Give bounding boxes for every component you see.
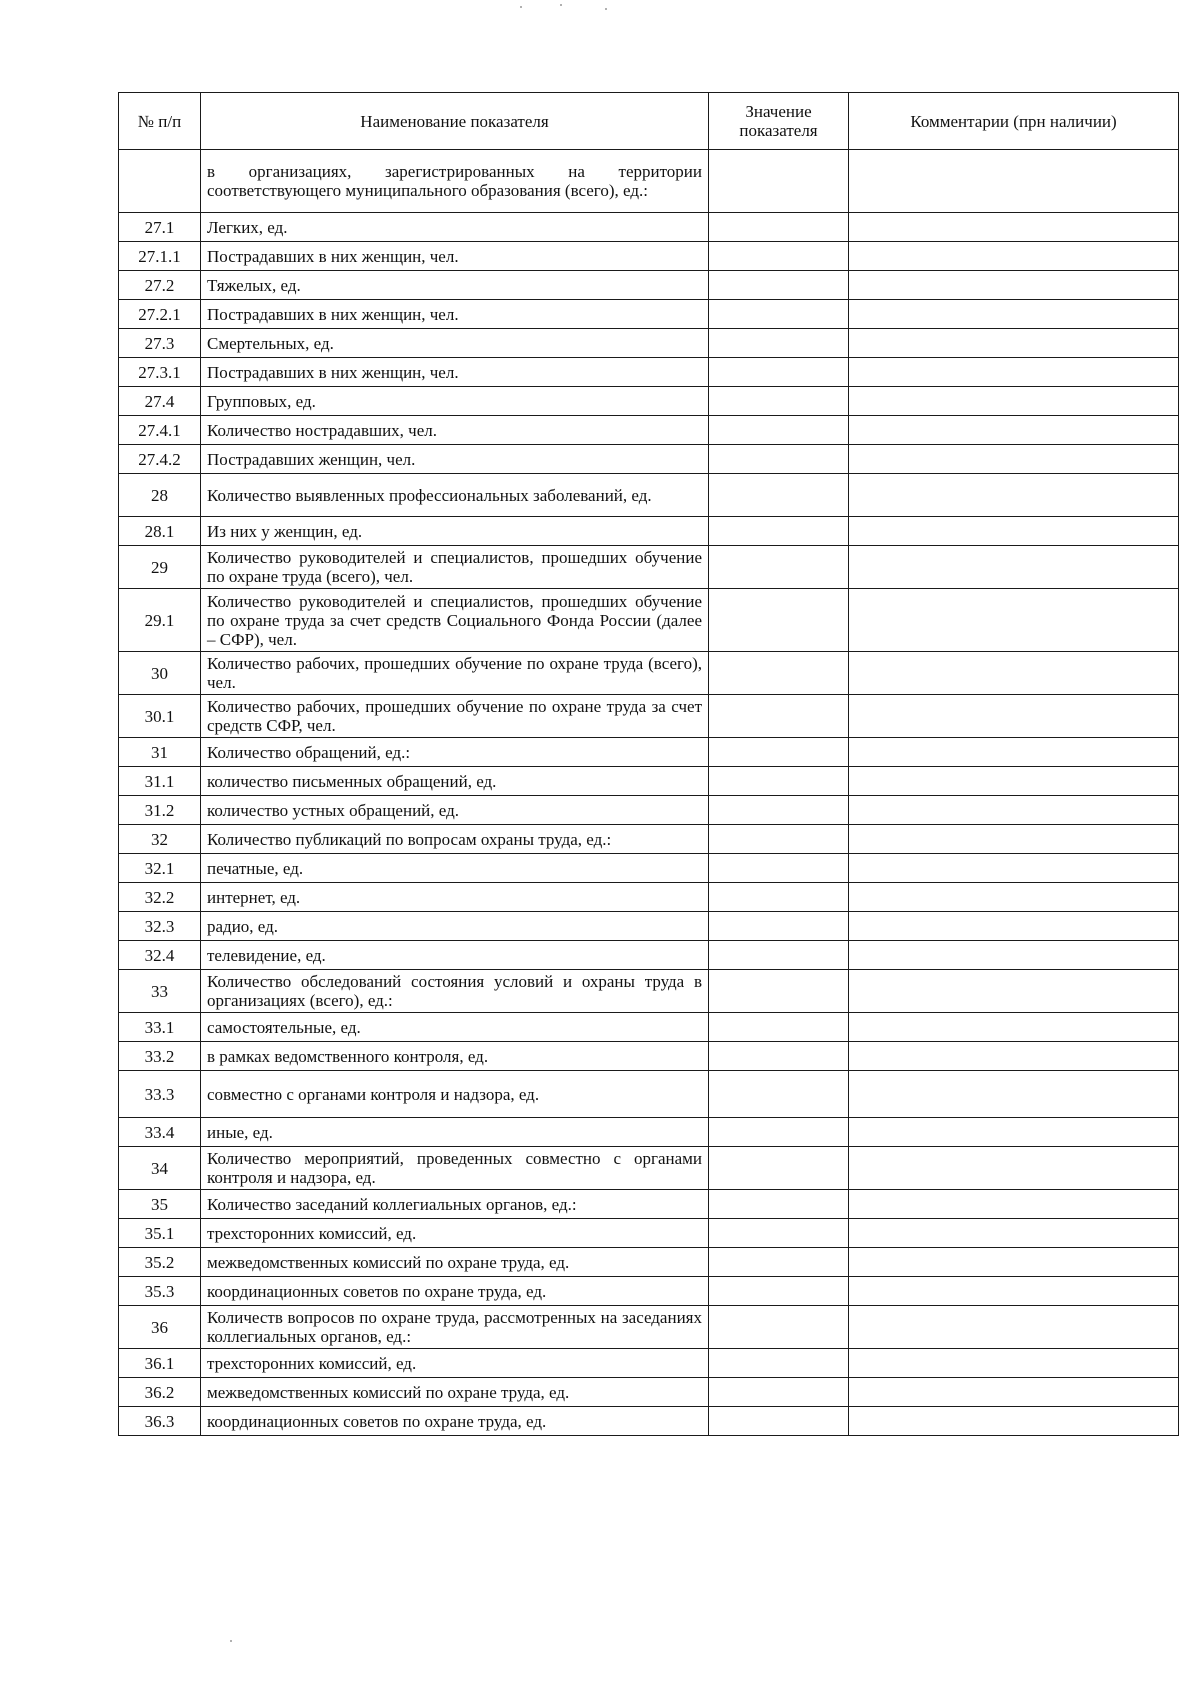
row-comment-cell[interactable] <box>849 474 1179 517</box>
indicators-table-body <box>119 150 1179 1436</box>
row-value-cell[interactable] <box>709 213 849 242</box>
row-indicator-name: Смертельных, ед. <box>201 329 709 358</box>
row-comment-cell[interactable] <box>849 329 1179 358</box>
row-value-cell[interactable] <box>709 1349 849 1378</box>
row-number: 28 <box>119 474 201 517</box>
scan-speck <box>560 4 562 6</box>
table-row <box>119 1013 1179 1042</box>
row-comment-cell[interactable] <box>849 300 1179 329</box>
scan-speck <box>520 6 522 8</box>
table-row <box>119 1349 1179 1378</box>
row-comment-cell[interactable] <box>849 695 1179 738</box>
row-indicator-name: координационных советов по охране труда, ед. <box>201 1407 709 1436</box>
row-comment-cell[interactable] <box>849 1277 1179 1306</box>
row-comment-cell[interactable] <box>849 1042 1179 1071</box>
row-comment-cell[interactable] <box>849 1219 1179 1248</box>
row-indicator-name: самостоятельные, ед. <box>201 1013 709 1042</box>
row-comment-cell[interactable] <box>849 150 1179 213</box>
row-indicator-name: межведомственных комиссий по охране труда, ед. <box>201 1378 709 1407</box>
row-value-cell[interactable] <box>709 517 849 546</box>
row-value-cell[interactable] <box>709 150 849 213</box>
row-value-cell[interactable] <box>709 1190 849 1219</box>
row-comment-cell[interactable] <box>849 1378 1179 1407</box>
header-number: № п/п <box>119 93 201 150</box>
scan-speck <box>230 1640 232 1642</box>
row-indicator-name: иные, ед. <box>201 1118 709 1147</box>
row-value-cell[interactable] <box>709 883 849 912</box>
table-row <box>119 329 1179 358</box>
table-row <box>119 271 1179 300</box>
table-row <box>119 474 1179 517</box>
table-row <box>119 825 1179 854</box>
row-indicator-name: Количество заседаний коллегиальных органов, ед.: <box>201 1190 709 1219</box>
row-number: 35.1 <box>119 1219 201 1248</box>
row-indicator-name: в организациях, зарегистрированных на территории соответствующего муниципального образования (всего), ед.: <box>201 150 709 213</box>
row-indicator-name: Количество публикаций по вопросам охраны труда, ед.: <box>201 825 709 854</box>
table-row <box>119 445 1179 474</box>
row-number: 34 <box>119 1147 201 1190</box>
row-indicator-name: количество устных обращений, ед. <box>201 796 709 825</box>
row-value-cell[interactable] <box>709 416 849 445</box>
row-value-cell[interactable] <box>709 1306 849 1349</box>
row-number: 36.3 <box>119 1407 201 1436</box>
table-row <box>119 358 1179 387</box>
row-value-cell[interactable] <box>709 271 849 300</box>
table-row <box>119 1378 1179 1407</box>
row-value-cell[interactable] <box>709 825 849 854</box>
row-value-cell[interactable] <box>709 387 849 416</box>
row-comment-cell[interactable] <box>849 970 1179 1013</box>
row-number: 29.1 <box>119 589 201 652</box>
header-comments: Комментарии (прн наличии) <box>849 93 1179 150</box>
row-indicator-name: Групповых, ед. <box>201 387 709 416</box>
table-row <box>119 1306 1179 1349</box>
row-value-cell[interactable] <box>709 1147 849 1190</box>
row-indicator-name: интернет, ед. <box>201 883 709 912</box>
row-number: 27.2 <box>119 271 201 300</box>
row-indicator-name: трехсторонних комиссий, ед. <box>201 1219 709 1248</box>
row-number: 30.1 <box>119 695 201 738</box>
row-indicator-name: совместно с органами контроля и надзора, ед. <box>201 1071 709 1118</box>
table-row <box>119 1147 1179 1190</box>
row-comment-cell[interactable] <box>849 271 1179 300</box>
row-indicator-name: Тяжелых, ед. <box>201 271 709 300</box>
table-row <box>119 1042 1179 1071</box>
table-row <box>119 796 1179 825</box>
row-indicator-name: в рамках ведомственного контроля, ед. <box>201 1042 709 1071</box>
row-number: 36.2 <box>119 1378 201 1407</box>
row-value-cell[interactable] <box>709 1071 849 1118</box>
row-comment-cell[interactable] <box>849 517 1179 546</box>
table-row <box>119 1407 1179 1436</box>
row-comment-cell[interactable] <box>849 1013 1179 1042</box>
table-row <box>119 1219 1179 1248</box>
row-value-cell[interactable] <box>709 941 849 970</box>
row-value-cell[interactable] <box>709 1219 849 1248</box>
table-row <box>119 1277 1179 1306</box>
row-indicator-name: Количество обследований состояния условий и охраны труда в организациях (всего), ед.: <box>201 970 709 1013</box>
row-comment-cell[interactable] <box>849 767 1179 796</box>
row-value-cell[interactable] <box>709 589 849 652</box>
row-indicator-name: координационных советов по охране труда, ед. <box>201 1277 709 1306</box>
row-value-cell[interactable] <box>709 970 849 1013</box>
row-value-cell[interactable] <box>709 1277 849 1306</box>
row-number: 29 <box>119 546 201 589</box>
table-row <box>119 738 1179 767</box>
row-comment-cell[interactable] <box>849 1118 1179 1147</box>
table-row <box>119 1118 1179 1147</box>
row-value-cell[interactable] <box>709 329 849 358</box>
indicators-table <box>118 92 1179 1436</box>
table-row <box>119 213 1179 242</box>
row-comment-cell[interactable] <box>849 854 1179 883</box>
row-value-cell[interactable] <box>709 796 849 825</box>
row-number: 32.3 <box>119 912 201 941</box>
row-value-cell[interactable] <box>709 1407 849 1436</box>
row-comment-cell[interactable] <box>849 213 1179 242</box>
table-row <box>119 517 1179 546</box>
table-row <box>119 1190 1179 1219</box>
row-number: 31 <box>119 738 201 767</box>
table-row <box>119 1248 1179 1277</box>
row-number: 27.3 <box>119 329 201 358</box>
row-number: 33.1 <box>119 1013 201 1042</box>
table-row <box>119 546 1179 589</box>
row-comment-cell[interactable] <box>849 1190 1179 1219</box>
table-row <box>119 150 1179 213</box>
row-number: 31.1 <box>119 767 201 796</box>
row-indicator-name: радио, ед. <box>201 912 709 941</box>
row-value-cell[interactable] <box>709 358 849 387</box>
row-value-cell[interactable] <box>709 242 849 271</box>
row-comment-cell[interactable] <box>849 941 1179 970</box>
row-number: 33.3 <box>119 1071 201 1118</box>
row-value-cell[interactable] <box>709 912 849 941</box>
row-number: 30 <box>119 652 201 695</box>
table-row <box>119 883 1179 912</box>
table-row <box>119 387 1179 416</box>
table-row <box>119 300 1179 329</box>
row-value-cell[interactable] <box>709 300 849 329</box>
row-indicator-name: Количество нострадавших, чел. <box>201 416 709 445</box>
row-comment-cell[interactable] <box>849 1071 1179 1118</box>
row-number: 27.4.2 <box>119 445 201 474</box>
row-number: 32.4 <box>119 941 201 970</box>
table-header-row <box>119 93 1179 150</box>
row-value-cell[interactable] <box>709 445 849 474</box>
row-comment-cell[interactable] <box>849 825 1179 854</box>
table-row <box>119 912 1179 941</box>
row-number: 28.1 <box>119 517 201 546</box>
row-number: 33.4 <box>119 1118 201 1147</box>
row-value-cell[interactable] <box>709 738 849 767</box>
row-value-cell[interactable] <box>709 1378 849 1407</box>
row-number: 36 <box>119 1306 201 1349</box>
row-comment-cell[interactable] <box>849 1349 1179 1378</box>
row-value-cell[interactable] <box>709 1118 849 1147</box>
row-indicator-name: Количество руководителей и специалистов, прошедших обучение по охране труда (всего), чел. <box>201 546 709 589</box>
table-row <box>119 1071 1179 1118</box>
row-indicator-name: Пострадавших в них женщин, чел. <box>201 358 709 387</box>
row-value-cell[interactable] <box>709 652 849 695</box>
row-number: 35.2 <box>119 1248 201 1277</box>
row-indicator-name: Количество рабочих, прошедших обучение по охране труда за счет средств СФР, чел. <box>201 695 709 738</box>
row-indicator-name: Пострадавших женщин, чел. <box>201 445 709 474</box>
row-value-cell[interactable] <box>709 767 849 796</box>
row-indicator-name: Легких, ед. <box>201 213 709 242</box>
row-number: 27.3.1 <box>119 358 201 387</box>
row-indicator-name: Из них у женщин, ед. <box>201 517 709 546</box>
row-comment-cell[interactable] <box>849 652 1179 695</box>
scanned-form-page <box>118 92 1178 1436</box>
row-comment-cell[interactable] <box>849 883 1179 912</box>
row-comment-cell[interactable] <box>849 796 1179 825</box>
row-comment-cell[interactable] <box>849 1306 1179 1349</box>
row-indicator-name: Количеств вопросов по охране труда, рассмотренных на заседаниях коллегиальных органов, ед.: <box>201 1306 709 1349</box>
row-number: 27.1.1 <box>119 242 201 271</box>
row-number: 33.2 <box>119 1042 201 1071</box>
row-number: 35.3 <box>119 1277 201 1306</box>
table-row <box>119 941 1179 970</box>
row-indicator-name: Пострадавших в них женщин, чел. <box>201 242 709 271</box>
row-comment-cell[interactable] <box>849 1248 1179 1277</box>
row-indicator-name: Количество мероприятий, проведенных совместно с органами контроля и надзора, ед. <box>201 1147 709 1190</box>
table-row <box>119 695 1179 738</box>
row-value-cell[interactable] <box>709 1013 849 1042</box>
row-value-cell[interactable] <box>709 474 849 517</box>
row-value-cell[interactable] <box>709 854 849 883</box>
row-indicator-name: Количество руководителей и специалистов, прошедших обучение по охране труда за счет средств Социального Фонда России (далее – СФР), чел. <box>201 589 709 652</box>
row-comment-cell[interactable] <box>849 416 1179 445</box>
row-comment-cell[interactable] <box>849 1407 1179 1436</box>
row-number: 31.2 <box>119 796 201 825</box>
table-row <box>119 242 1179 271</box>
row-indicator-name: печатные, ед. <box>201 854 709 883</box>
row-comment-cell[interactable] <box>849 589 1179 652</box>
row-indicator-name: Количество обращений, ед.: <box>201 738 709 767</box>
table-row <box>119 970 1179 1013</box>
row-number: 27.4 <box>119 387 201 416</box>
row-number: 36.1 <box>119 1349 201 1378</box>
header-indicator-name: Наименование показателя <box>201 93 709 150</box>
row-number: 33 <box>119 970 201 1013</box>
row-indicator-name: трехсторонних комиссий, ед. <box>201 1349 709 1378</box>
row-comment-cell[interactable] <box>849 1147 1179 1190</box>
row-value-cell[interactable] <box>709 1248 849 1277</box>
row-comment-cell[interactable] <box>849 387 1179 416</box>
row-comment-cell[interactable] <box>849 738 1179 767</box>
row-indicator-name: телевидение, ед. <box>201 941 709 970</box>
table-row <box>119 416 1179 445</box>
row-number: 32 <box>119 825 201 854</box>
scan-speck <box>605 8 607 10</box>
header-indicator-value: Значение показателя <box>709 93 849 150</box>
row-indicator-name: Количество выявленных профессиональных заболеваний, ед. <box>201 474 709 517</box>
row-value-cell[interactable] <box>709 695 849 738</box>
row-number: 35 <box>119 1190 201 1219</box>
row-number: 27.4.1 <box>119 416 201 445</box>
table-row <box>119 589 1179 652</box>
row-number: 32.2 <box>119 883 201 912</box>
row-indicator-name: количество письменных обращений, ед. <box>201 767 709 796</box>
row-indicator-name: межведомственных комиссий по охране труда, ед. <box>201 1248 709 1277</box>
table-row <box>119 854 1179 883</box>
row-comment-cell[interactable] <box>849 546 1179 589</box>
row-number: 27.1 <box>119 213 201 242</box>
row-indicator-name: Количество рабочих, прошедших обучение по охране труда (всего), чел. <box>201 652 709 695</box>
row-number <box>119 150 201 213</box>
row-comment-cell[interactable] <box>849 242 1179 271</box>
row-value-cell[interactable] <box>709 546 849 589</box>
row-number: 32.1 <box>119 854 201 883</box>
row-comment-cell[interactable] <box>849 358 1179 387</box>
table-row <box>119 652 1179 695</box>
row-comment-cell[interactable] <box>849 445 1179 474</box>
table-row <box>119 767 1179 796</box>
row-comment-cell[interactable] <box>849 912 1179 941</box>
row-number: 27.2.1 <box>119 300 201 329</box>
row-indicator-name: Пострадавших в них женщин, чел. <box>201 300 709 329</box>
row-value-cell[interactable] <box>709 1042 849 1071</box>
